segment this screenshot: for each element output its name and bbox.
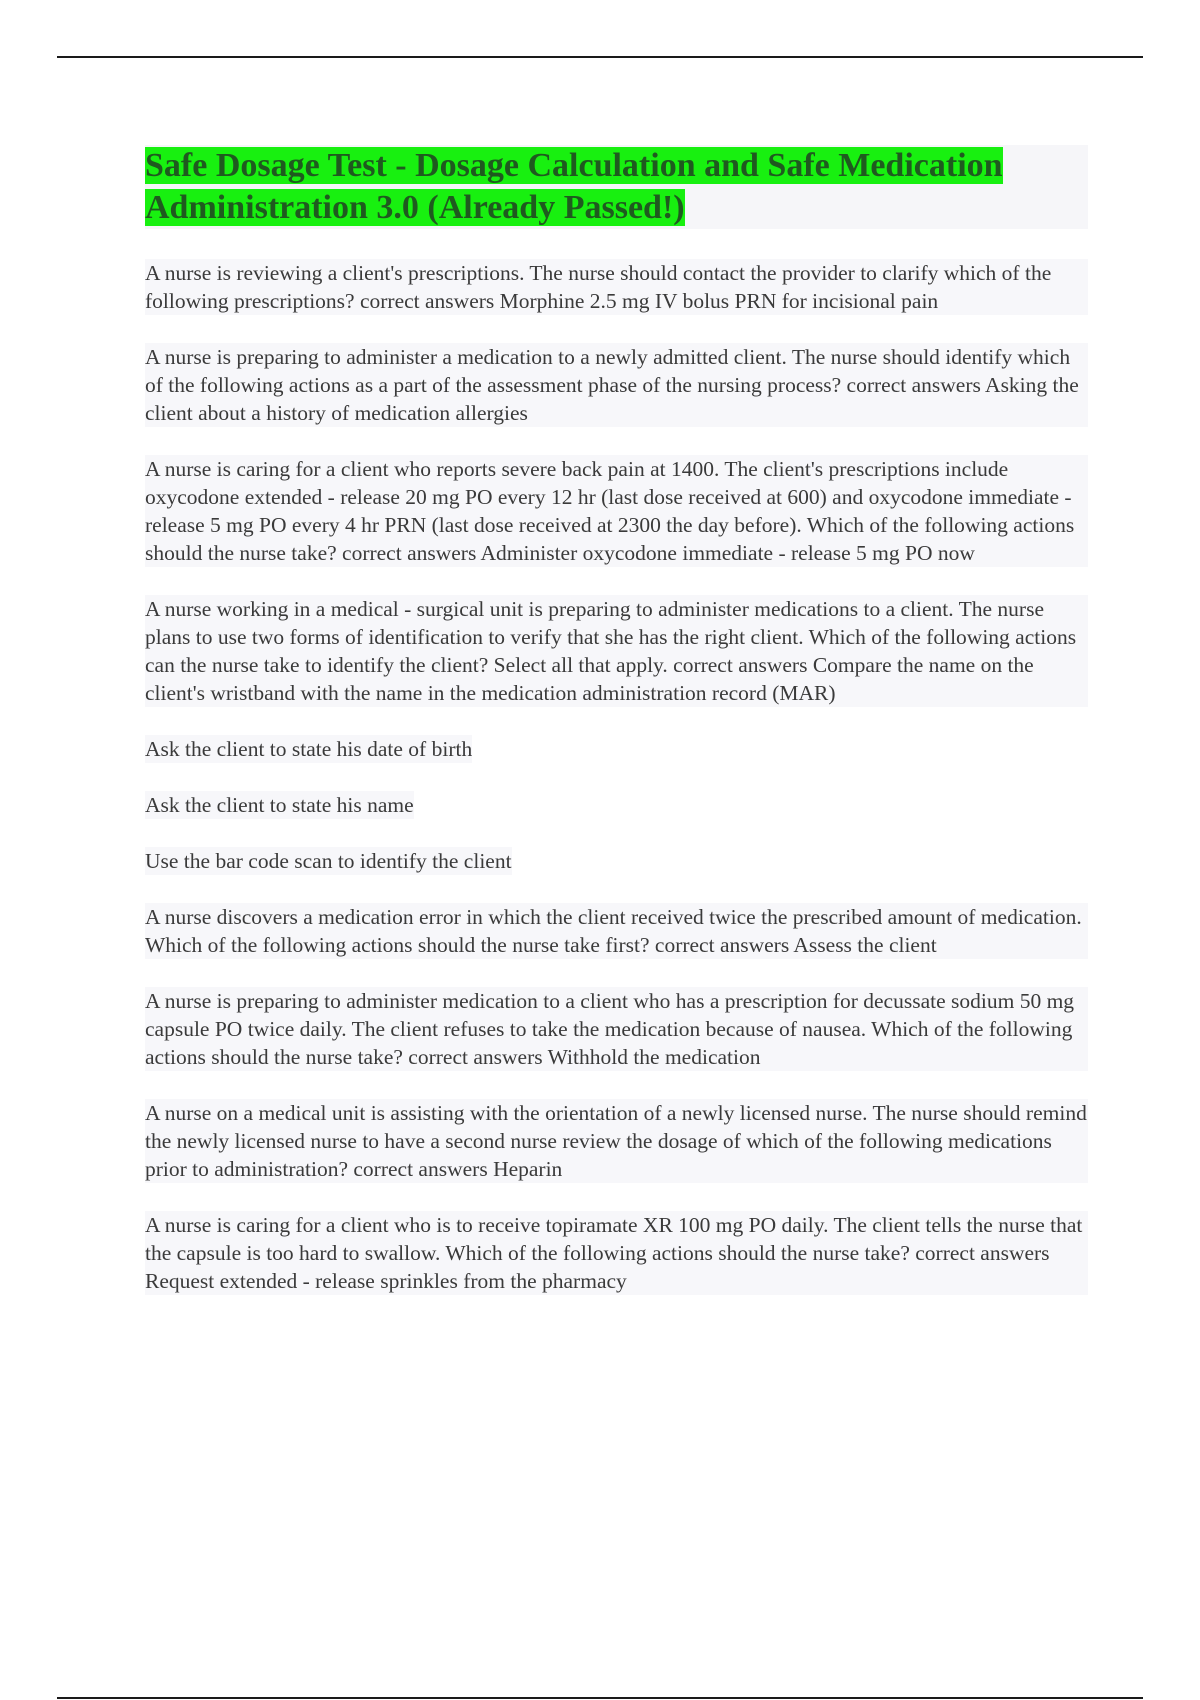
top-rule	[57, 56, 1143, 58]
paragraph-4: A nurse working in a medical - surgical unit is preparing to administer medications to a client. The nurse plans to use two forms of identification to verify that she has the right client. Which of the following actions can the nurse take to identify the client? Select all that apply. correct answers Compare the name on the client's wristband with the name in the medication administration record (MAR)	[145, 595, 1088, 707]
answer-item-2-wrap	[145, 791, 1088, 847]
answer-item-1-wrap	[145, 735, 1088, 791]
document-title	[145, 145, 1088, 229]
paragraph-2: A nurse is preparing to administer a medication to a newly admitted client. The nurse should identify which of the following actions as a part of the assessment phase of the nursing process? correct answers Asking the client about a history of medication allergies	[145, 343, 1088, 427]
paragraph-5: A nurse discovers a medication error in which the client received twice the prescribed amount of medication. Which of the following actions should the nurse take first? correct answers Assess the client	[145, 903, 1088, 959]
bottom-rule	[57, 1697, 1143, 1699]
paragraph-1: A nurse is reviewing a client's prescriptions. The nurse should contact the provider to clarify which of the following prescriptions? correct answers Morphine 2.5 mg IV bolus PRN for incisional pain	[145, 259, 1088, 315]
paragraph-7: A nurse on a medical unit is assisting with the orientation of a newly licensed nurse. The nurse should remind the newly licensed nurse to have a second nurse review the dosage of which of the following medications prior to administration? correct answers Heparin	[145, 1101, 1087, 1181]
answer-item-2: Ask the client to state his name	[145, 793, 414, 817]
answer-item-1: Ask the client to state his date of birth	[145, 737, 473, 761]
paragraph-3: A nurse is caring for a client who reports severe back pain at 1400. The client's prescriptions include oxycodone extended - release 20 mg PO every 12 hr (last dose received at 600) and oxycodone immediate - release 5 mg PO every 4 hr PRN (last dose received at 2300 the day before). Which of the following actions should the nurse take? correct answers Administer oxycodone immediate - release 5 mg PO now	[145, 455, 1088, 567]
document-body	[145, 145, 1088, 1323]
answer-item-3-wrap	[145, 847, 1088, 903]
document-title-text: Safe Dosage Test - Dosage Calculation and Safe Medication Administration 3.0 (Already Passed!)	[145, 147, 1003, 226]
paragraph-6: A nurse is preparing to administer medication to a client who has a prescription for decussate sodium 50 mg capsule PO twice daily. The client refuses to take the medication because of nausea. Which of the following actions should the nurse take? correct answers Withhold the medication	[145, 987, 1088, 1071]
paragraph-8: A nurse is caring for a client who is to receive topiramate XR 100 mg PO daily. The client tells the nurse that the capsule is too hard to swallow. Which of the following actions should the nurse take? correct answers Request extended - release sprinkles from the pharmacy	[145, 1211, 1088, 1295]
answer-item-3: Use the bar code scan to identify the client	[145, 849, 512, 873]
